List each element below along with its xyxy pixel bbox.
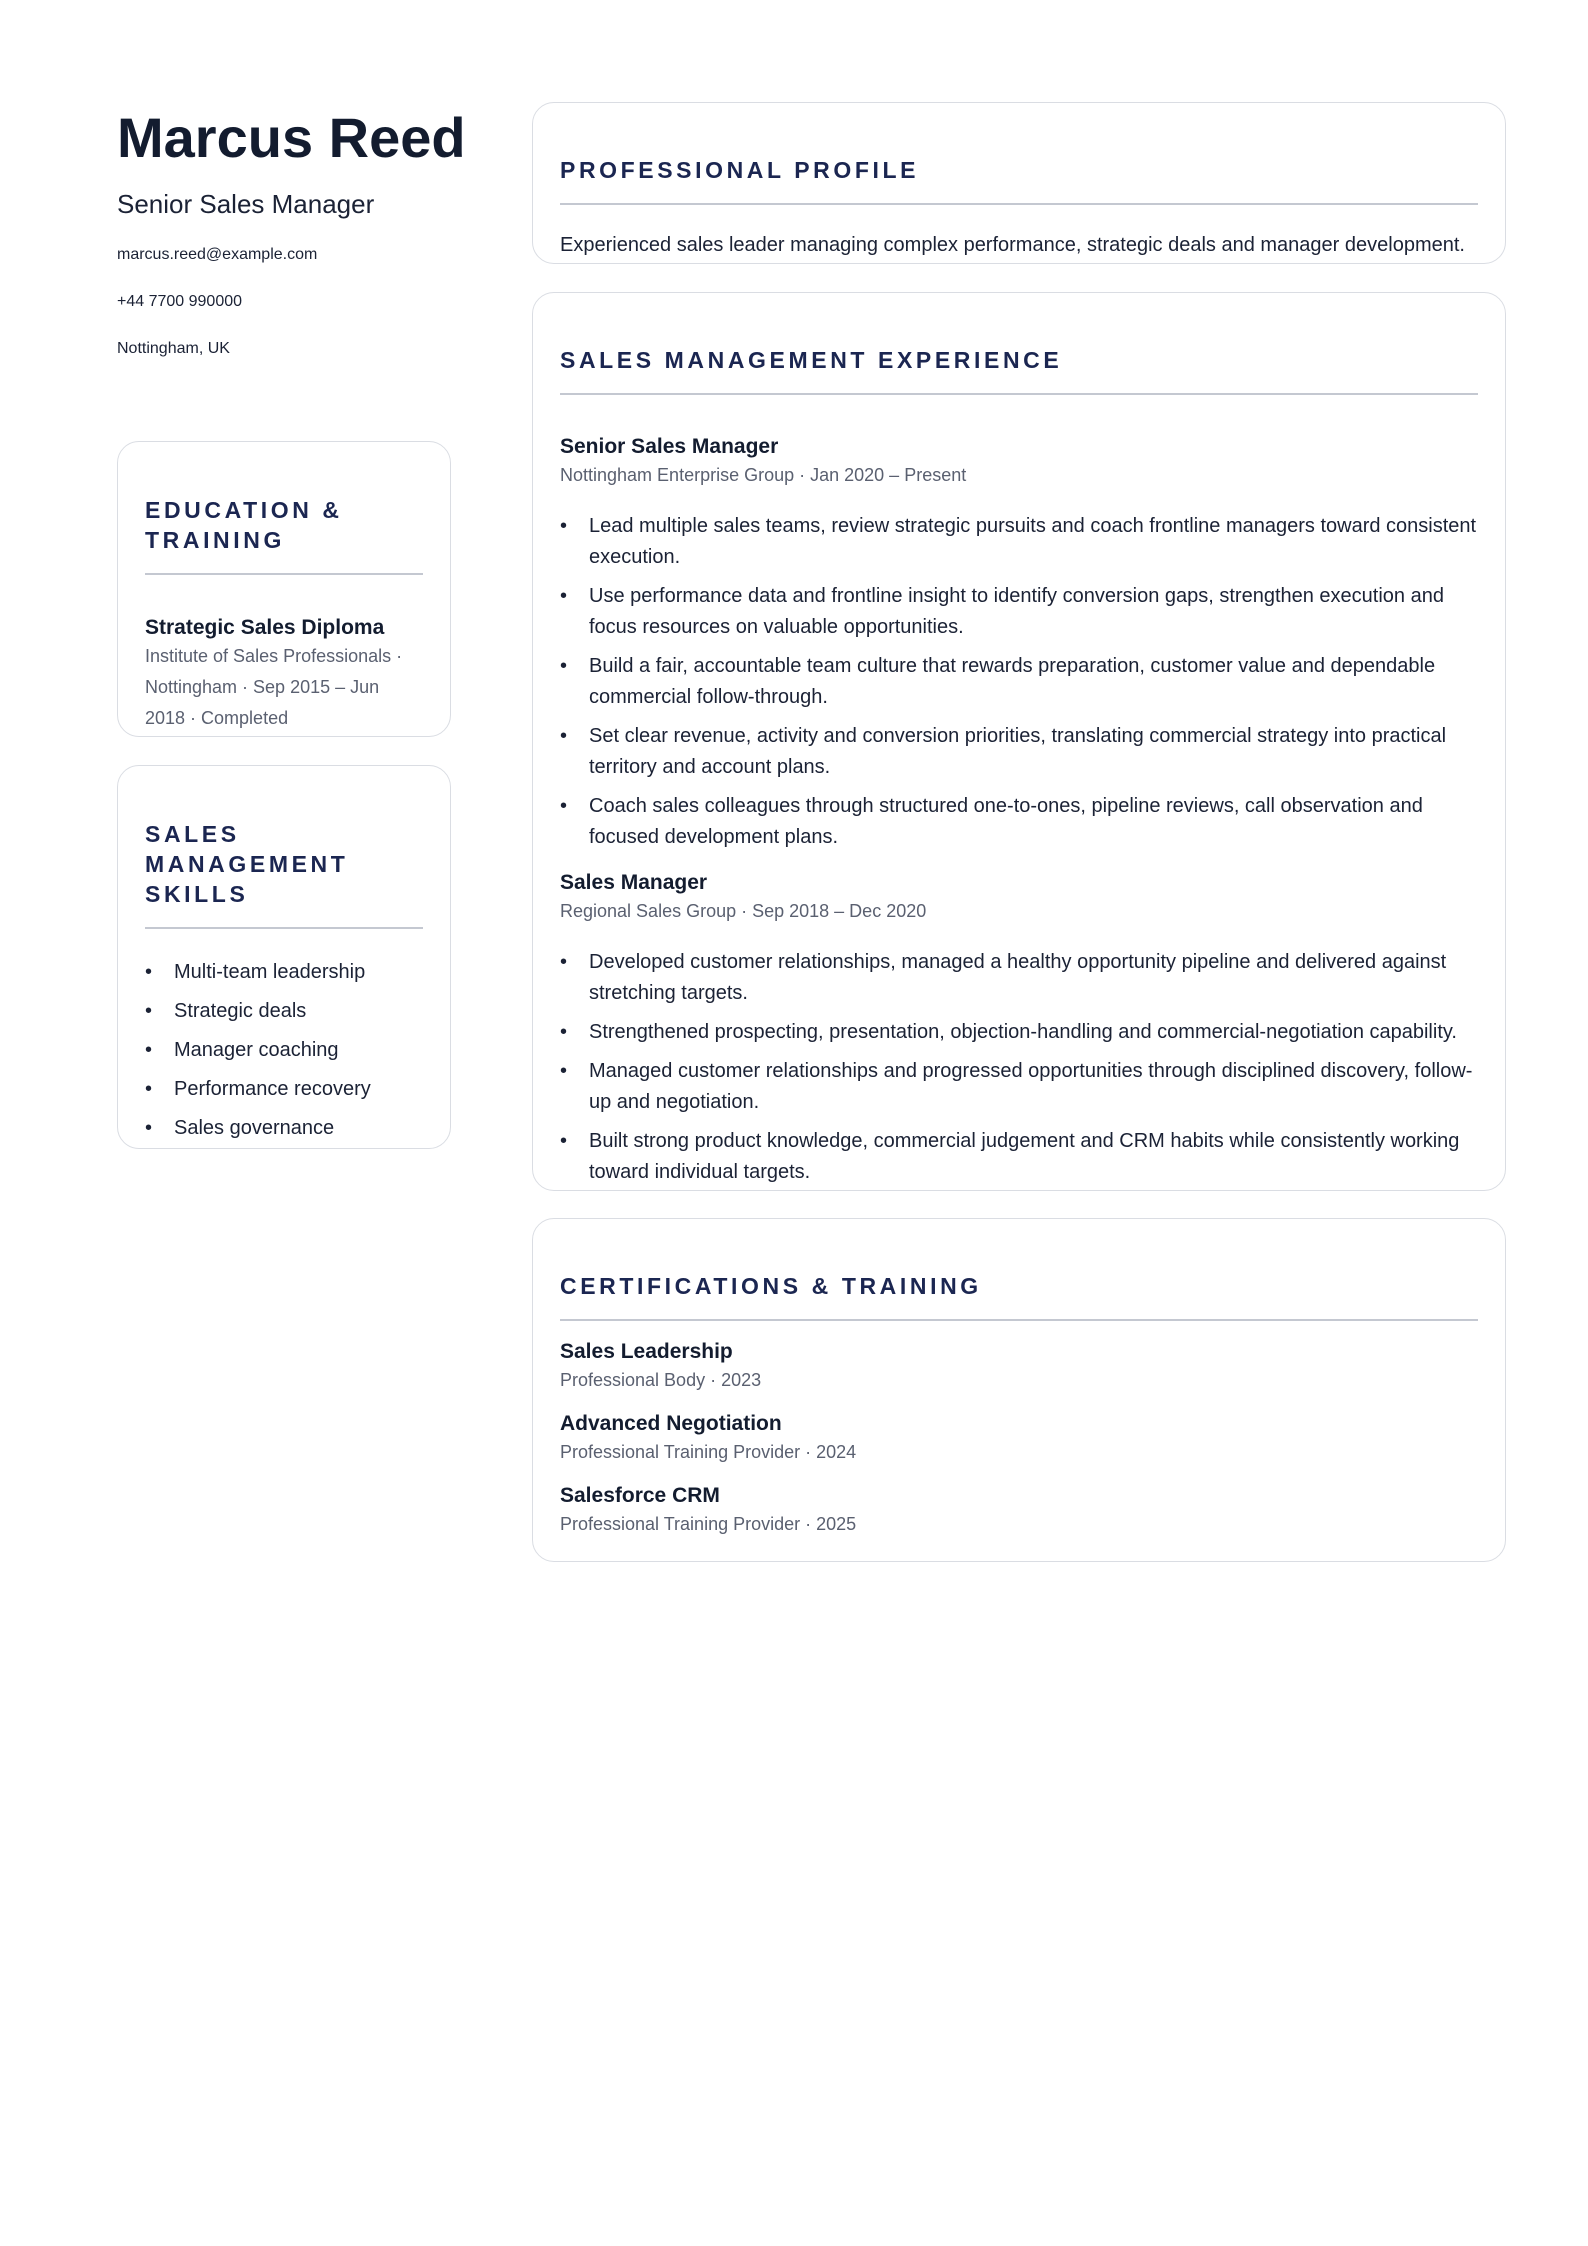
profile-heading: PROFESSIONAL PROFILE <box>560 157 920 183</box>
list-item: • Use performance data and frontline insight to identify conversion gaps, strengthen execution and focus resources on valuable opportunities. <box>560 581 1478 643</box>
list-item: • Strategic deals <box>145 999 423 1023</box>
job-meta: Regional Sales Group · Sep 2018 – Dec 2020 <box>560 900 927 921</box>
certification-meta: Professional Body · 2023 <box>560 1369 762 1390</box>
list-item: • Build a fair, accountable team culture that rewards preparation, customer value and dependable commercial follow-through. <box>560 651 1478 713</box>
job-meta: Nottingham Enterprise Group · Jan 2020 – Present <box>560 464 967 485</box>
job-entry <box>560 870 1478 1188</box>
list-item: • Set clear revenue, activity and conversion priorities, translating commercial strategy into practical territory and account plans. <box>560 721 1478 783</box>
certifications-heading: CERTIFICATIONS & TRAINING <box>560 1273 982 1299</box>
list-item: • Manager coaching <box>145 1038 423 1062</box>
divider <box>560 1319 1478 1321</box>
divider <box>560 393 1478 395</box>
job-title: Sales Manager <box>560 870 708 894</box>
list-item: • Multi-team leadership <box>145 960 423 984</box>
certification-entry <box>560 1339 1478 1392</box>
job-entry <box>560 434 1478 853</box>
phone: +44 7700 990000 <box>117 293 243 310</box>
skills-heading: SALES MANAGEMENT SKILLS <box>145 821 349 907</box>
job-bullets <box>560 947 1478 1188</box>
list-item: • Coach sales colleagues through structured one-to-ones, pipeline reviews, call observation and focused development plans. <box>560 791 1478 853</box>
job-title: Senior Sales Manager <box>117 189 375 219</box>
job-bullets <box>560 511 1478 853</box>
experience-heading: SALES MANAGEMENT EXPERIENCE <box>560 347 1063 373</box>
profile-text: Experienced sales leader managing complex performance, strategic deals and manager development. <box>560 233 1465 256</box>
education-heading: EDUCATION & TRAINING <box>145 497 343 553</box>
list-item: • Performance recovery <box>145 1077 423 1101</box>
education-card <box>117 441 451 737</box>
skills-list <box>145 960 423 1140</box>
list-item: • Developed customer relationships, managed a healthy opportunity pipeline and delivered against stretching targets. <box>560 947 1478 1009</box>
education-meta: Institute of Sales Professionals · Nottingham · Sep 2015 – Jun 2018 · Completed <box>145 645 403 728</box>
header <box>117 104 466 386</box>
job-title: Senior Sales Manager <box>560 434 779 458</box>
list-item: • Built strong product knowledge, commercial judgement and CRM habits while consistently working toward individual targets. <box>560 1126 1478 1188</box>
certification-meta: Professional Training Provider · 2024 <box>560 1441 857 1462</box>
skills-card <box>117 765 451 1149</box>
certification-entry <box>560 1483 1478 1536</box>
list-item: • Strengthened prospecting, presentation, objection-handling and commercial-negotiation capability. <box>560 1017 1478 1048</box>
certification-meta: Professional Training Provider · 2025 <box>560 1513 857 1534</box>
divider <box>560 203 1478 205</box>
list-item: • Sales governance <box>145 1116 423 1140</box>
candidate-name: Marcus Reed <box>117 106 466 169</box>
contact-info <box>117 245 451 359</box>
certification-name: Advanced Negotiation <box>560 1411 782 1435</box>
profile-card <box>532 102 1506 264</box>
list-item: • Managed customer relationships and progressed opportunities through disciplined discovery, follow-up and negotiation. <box>560 1056 1478 1118</box>
certification-name: Salesforce CRM <box>560 1483 720 1507</box>
divider <box>145 573 423 575</box>
email: marcus.reed@example.com <box>117 246 318 263</box>
certification-entry <box>560 1411 1478 1464</box>
location: Nottingham, UK <box>117 340 230 357</box>
education-name: Strategic Sales Diploma <box>145 615 385 639</box>
list-item: • Lead multiple sales teams, review strategic pursuits and coach frontline managers toward consistent execution. <box>560 511 1478 573</box>
experience-card <box>532 292 1506 1191</box>
certification-name: Sales Leadership <box>560 1339 733 1363</box>
certifications-card <box>532 1218 1506 1562</box>
divider <box>145 927 423 929</box>
